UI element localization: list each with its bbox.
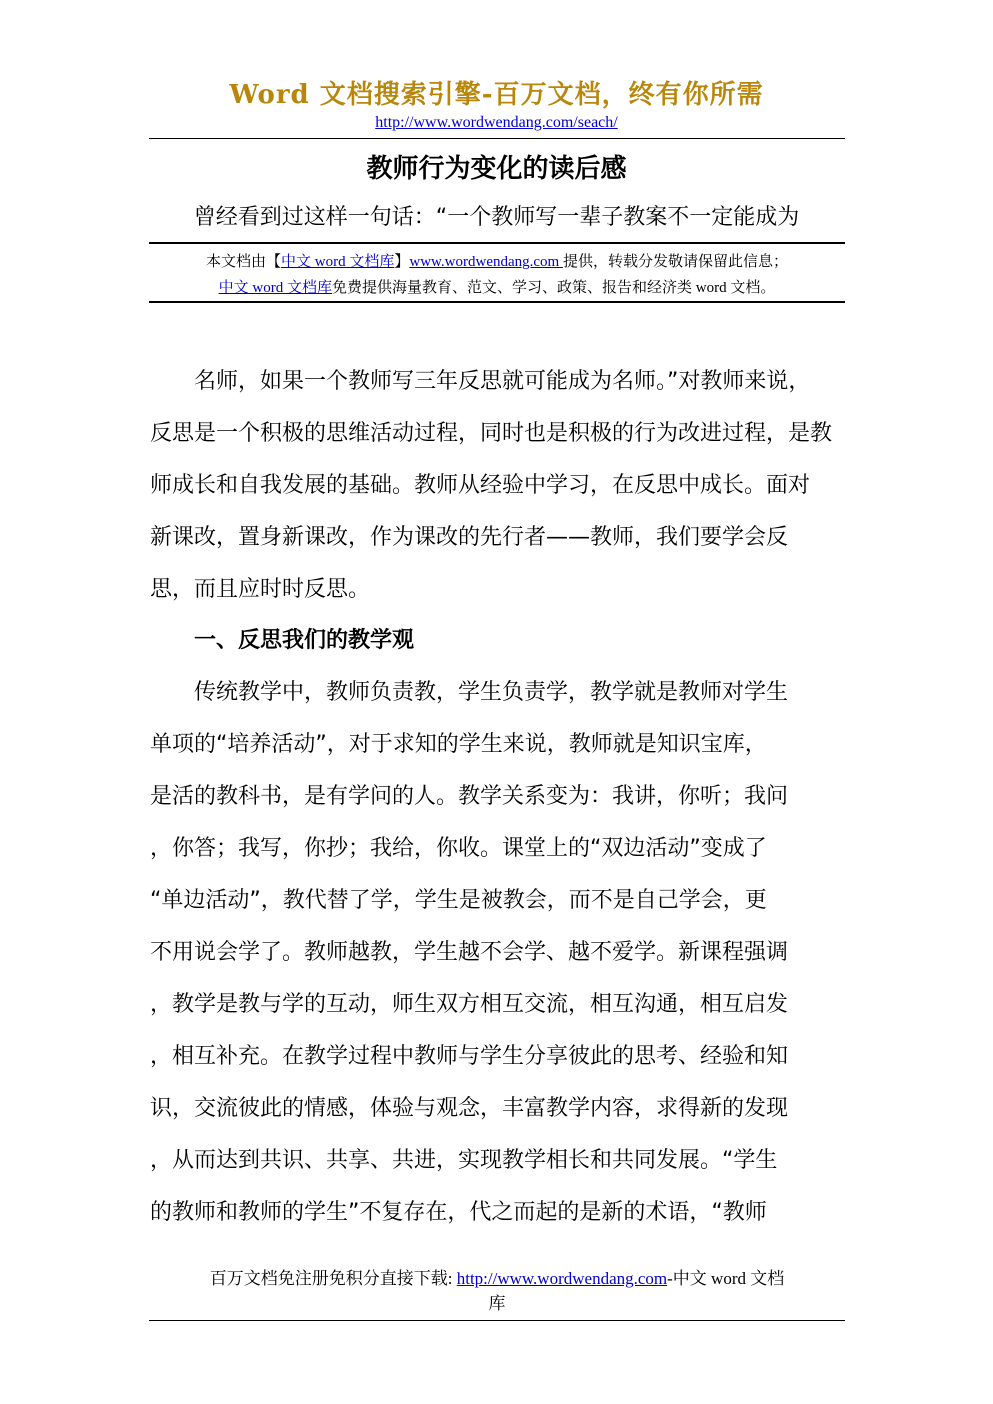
body-line: 的教师和教师的学生”不复存在，代之而起的是新的术语，“教师	[150, 1200, 767, 1225]
banner-slogan: 文档搜索引擎-百万文档，终有你所需	[309, 80, 764, 110]
body-line: ，相互补充。在教学过程中教师与学生分享彼此的思考、经验和知	[150, 1044, 789, 1069]
footer-suffix: -中文 word 文档	[667, 1269, 785, 1288]
header-url-line	[0, 114, 993, 132]
notice-description: 免费提供海量教育、范文、学习、政策、报告和经济类 word 文档。	[332, 280, 776, 296]
page-footer	[149, 1266, 845, 1316]
body-line: 传统教学中，教师负责教，学生负责学，教学就是教师对学生	[150, 680, 789, 705]
footer-divider	[149, 1320, 845, 1321]
notice-line-1	[149, 249, 845, 275]
notice-bottom-divider	[149, 301, 845, 303]
footer-prefix: 百万文档免注册免积分直接下载:	[209, 1269, 457, 1288]
header-divider	[149, 138, 845, 139]
header-banner	[0, 74, 993, 111]
body-line: 名师，如果一个教师写三年反思就可能成为名师。”对教师来说，	[150, 369, 811, 394]
header-url-link[interactable]: http://www.wordwendang.com/seach/	[375, 114, 618, 131]
notice-library-link[interactable]: 中文 word 文档库	[281, 254, 395, 270]
banner-brand: Word	[229, 80, 310, 110]
source-notice	[149, 249, 845, 301]
body-line: 识，交流彼此的情感，体验与观念，丰富教学内容，求得新的发现	[150, 1096, 789, 1121]
body-line: 思，而且应时时反思。	[150, 577, 371, 602]
body-line: 师成长和自我发展的基础。教师从经验中学习，在反思中成长。面对	[150, 473, 811, 498]
body-line: 反思是一个积极的思维活动过程，同时也是积极的行为改进过程，是教	[150, 421, 833, 446]
notice-line-2	[149, 275, 845, 301]
body-line: ，从而达到共识、共享、共进，实现教学相长和共同发展。“学生	[150, 1148, 778, 1173]
body-line: 单项的“培养活动”，对于求知的学生来说，教师就是知识宝库，	[150, 732, 767, 757]
section-heading: 一、反思我们的教学观	[150, 628, 415, 653]
notice-library-link-2[interactable]: 中文 word 文档库	[218, 280, 332, 296]
footer-line-2: 库	[488, 1294, 506, 1313]
footer-line-1	[149, 1266, 845, 1291]
document-title: 教师行为变化的读后感	[366, 154, 627, 184]
notice-prefix: 本文档由【	[206, 254, 282, 270]
body-line: “单边活动”，教代替了学，学生是被教会，而不是自己学会，更	[150, 888, 767, 913]
body-line: ，你答；我写，你抄；我给，你收。课堂上的“双边活动”变成了	[150, 836, 767, 861]
body-line: 新课改，置身新课改，作为课改的先行者——教师，我们要学会反	[150, 525, 789, 550]
body-line: 不用说会学了。教师越教，学生越不会学、越不爱学。新课程强调	[150, 940, 789, 965]
notice-suffix: 提供，转载分发敬请保留此信息；	[562, 254, 788, 270]
notice-top-divider	[149, 242, 845, 244]
body-line: 是活的教科书，是有学问的人。教学关系变为：我讲，你听；我问	[150, 784, 789, 809]
body-line: ，教学是教与学的互动，师生双方相互交流，相互沟通，相互启发	[150, 992, 789, 1017]
footer-download-link[interactable]: http://www.wordwendang.com	[456, 1269, 668, 1288]
notice-site-link[interactable]: www.wordwendang.com	[409, 254, 563, 270]
notice-bracket: 】	[394, 254, 410, 270]
document-subtitle: 曾经看到过这样一句话：“一个教师写一辈子教案不一定能成为	[193, 205, 800, 230]
